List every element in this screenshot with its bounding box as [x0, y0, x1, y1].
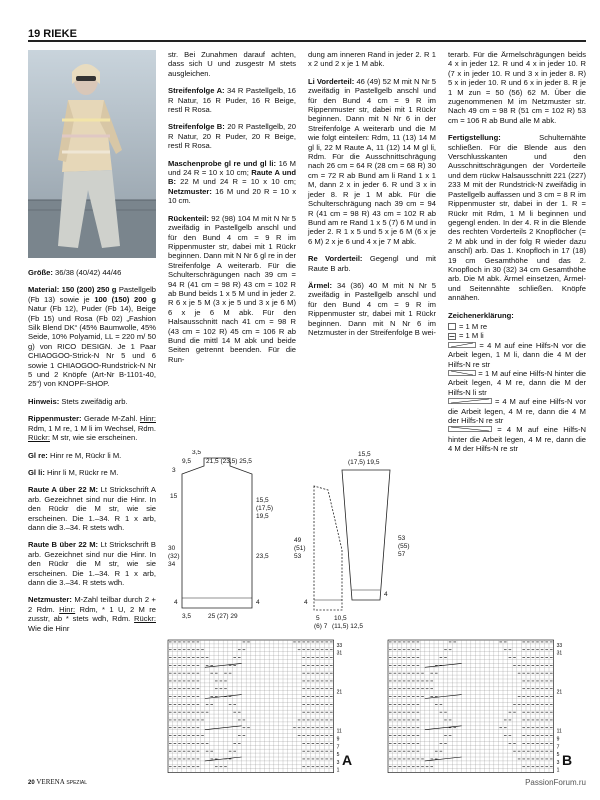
back-top-a: 3,5 [192, 450, 202, 456]
legend-cable-2: = 1 M auf eine Hilfs-N hinter die Arbeit legen, 4 M re, dann die M der Hilfs-N li str [448, 369, 586, 397]
chart-grid [388, 640, 554, 773]
cable-right-8-icon [448, 426, 492, 432]
sleeve-r3: 57 [398, 551, 406, 558]
chart-a-label: A [342, 752, 353, 768]
back-label: Rückenteil: [168, 213, 209, 223]
chart-row-label: 7 [556, 744, 560, 751]
front-bot-c: 10,5 [334, 615, 347, 622]
right-front-text: Gegengl und mit Raute B arb. [308, 254, 436, 273]
material-text-1: Pastellgelb (Fb 13) sowie je [28, 285, 156, 304]
back-bottom-b: 25 (27) 29 [208, 613, 238, 620]
legend-item-purl: = 1 M li [448, 331, 586, 340]
chart-row-label: 11 [336, 728, 342, 735]
knitting-chart-b [386, 638, 586, 774]
gauge-label: Maschenprobe gl re und gl li: [168, 158, 276, 168]
stockinette-text: Hinr re M, Rückr li M. [49, 450, 122, 460]
purl-symbol-icon [448, 333, 456, 340]
front-bot-b: (6) 7 [314, 623, 328, 630]
sleeve-r2: (55) [398, 543, 410, 550]
mesh-text-1: M-Zahl teilbar durch 2 + 2 Rdm. [28, 595, 156, 614]
mesh-hinr: Hinr: [59, 604, 76, 614]
back-right-4: 4 [256, 599, 260, 606]
watermark: PassionForum.ru [525, 778, 586, 787]
back-left-4: 4 [174, 599, 178, 606]
back-left-32: (32) [168, 553, 180, 560]
col3-para-1: dung am inneren Rand in jeder 2. R 1 x 2 und 2 x je 1 M abk. [308, 50, 436, 69]
back-right-2: (17,5) [256, 505, 273, 512]
stripe-b-text: 20 R Pastellgelb, 20 R Natur, 20 R Puder, 20 R Beige, restl R Rosa. [168, 122, 296, 151]
rib-hinr: Hinr: [139, 414, 156, 424]
back-bottom-a: 3,5 [182, 613, 192, 620]
sleeve-label: Ärmel: [308, 280, 333, 290]
page-number: 20 [28, 780, 35, 786]
reverse-stockinette-label: Gl li: [28, 467, 45, 477]
gauge-text-3: 16 M und 20 R = 10 x 10 cm. [168, 186, 296, 206]
pattern-title: 19 RIEKE [28, 28, 77, 40]
back-left-30: 30 [168, 545, 176, 552]
rib-text-2: Rdm, 1 M re, 1 M li im Wechsel, Rdm. [28, 423, 156, 433]
sleeve-top-2: (17,5) 19,5 [348, 459, 380, 466]
right-front-label: Re Vorderteil: [308, 254, 363, 264]
sleeve-text: 34 (36) 40 M mit N Nr 5 zweifädig in Pastellgelb anschl und für den Bund 4 cm = 9 R im Rippenmuster str, dabei mit 1 Rückr beginnen. Dann mit N Nr 6 im Netzmuster in der Streifenfolge B wei- [308, 280, 436, 337]
material-label: Material: 150 (200) 250 g [28, 285, 117, 295]
chart-row-label: 5 [336, 752, 340, 759]
material-text-2: Natur (Fb 12), Puder (Fb 14), Beige (Fb 15) und Rosa (Fb 02) „Fashion Silk Blend DK“ (45% Baumwolle, 45% Seide, 10% Polyamid, LL = 220 m/ 50 g) von RICO DESIGN. Je 1 Paar CHIAOGOO-Strick-N Nr 5 und 6 sowie 1 CHIAOGOO-Rundstrick-N Nr 5 und 2 Knöpfe (Art-Nr B-1101-40, 25“) von KNOPF-SHOP. [28, 304, 156, 389]
cable-left-purl-icon [448, 342, 476, 348]
back-right-1: 15,5 [256, 497, 269, 504]
mesh-rueckr: Rückr: [134, 614, 156, 624]
front-b4: 4 [304, 599, 308, 606]
chart-row-label: 21 [336, 689, 343, 696]
size-label: Größe: [28, 268, 53, 277]
chart-row-label: 1 [336, 767, 340, 774]
magazine-suffix: SPEZIAL [66, 780, 87, 786]
stockinette-label: Gl re: [28, 450, 48, 460]
chart-row-label: 7 [336, 744, 340, 751]
mesh-label: Netzmuster: [28, 595, 72, 605]
hint-text: Stets zweifädig arb. [61, 396, 128, 406]
diamond-a-label: Raute A über 22 M: [28, 485, 99, 495]
legend-cable-4: = 4 M auf eine Hilfs-N hinter die Arbeit legen, 4 M re, dann die 4 M der Hilfs-N re str [448, 425, 586, 454]
reverse-stockinette-text: Hinr li M, Rückr re M. [47, 467, 119, 477]
front-bot-d: (11,5) 12,5 [332, 623, 363, 630]
size-text: 36/38 (40/42) 44/46 [55, 268, 122, 277]
column-2 [168, 50, 296, 372]
back-schematic [168, 450, 273, 620]
chart-row-label: 21 [556, 689, 563, 696]
diamond-b-text: Lt Strickschrift B arb. Gezeichnet sind nur die Hinr. In den Rückr die M str, wie sie erscheinen. Die 1.–34. R 1 x arb, dann die 3.–34. R stets wdh. [28, 540, 156, 587]
stripe-a-label: Streifenfolge A: [168, 86, 225, 96]
back-text: 92 (98) 104 M mit N Nr 5 zweifädig in Pastellgelb anschl und für den Bund 4 cm = 9 R im Rippenmuster str, dabei mit 1 Rückr beginnen. Dann mit N Nr 6 gl re in der Streifenfolge A weiterarb. Für die Schulterschrägungen nach 39 cm = 94 R (41 cm = 98 R) 43 cm = 102 R ab Bund beids 1 x 5 M und in jeder 2. R 6 x je 5 M (3 x je 5 und 3 x je 6 M) 6 x je 6 M abk. Für den Halsausschnitt nach 41 cm = 98 R (43 cm = 102 R) 45 cm = 106 R ab Bund die mittl 14 M abk und beide Seiten getrennt beenden. Für die Run- [168, 213, 296, 364]
back-right-23: 23,5 [256, 553, 269, 560]
col2-para-1: str. Bei Zunahmen darauf achten, dass sich U und zusgestr M stets ausgleichen. [168, 50, 296, 78]
rib-text-1: Gerade M-Zahl. [84, 414, 138, 424]
hint-label: Hinweis: [28, 396, 60, 406]
cable-right-purl-icon [448, 370, 476, 376]
diamond-b-label: Raute B über 22 M: [28, 540, 99, 550]
stripe-a-text: 34 R Pastellgelb, 16 R Natur, 16 R Puder, 16 R Beige, restl R Rosa. [168, 86, 296, 115]
col4-para-1: terarb. Für die Ärmelschrägungen beids 4 x in jeder 12. R und 4 x in jeder 10. R (7 x in jeder 10. R und 3 x in jeder 8. R) 5 x in jeder 10. R und 6 x in jeder 8. R je 1 M zun = 50 (56) 62 M. Über die zugenommenen M im Netzmuster str. Nach 49 cm = 98 R (51 cm = 102 R) 53 cm = 106 R ab Bund alle M abk. [448, 50, 586, 125]
back-left-34: 34 [168, 561, 176, 568]
gauge-text-2: 22 M und 24 R = 10 x 10 cm; [180, 177, 296, 187]
front-bot-a: 5 [316, 615, 320, 622]
gauge-text-1: 16 M und 24 R = 10 x 10 cm; [168, 158, 296, 178]
chart-row-label: 11 [556, 728, 562, 735]
back-top-c: 21,5 (23,5) 25,5 [206, 458, 252, 465]
chart-row-label: 31 [556, 650, 563, 657]
chart-row-label: 5 [556, 752, 560, 759]
page-footer [28, 778, 87, 786]
chart-row-label: 9 [336, 736, 340, 743]
legend-cable-1: = 4 M auf eine Hilfs-N vor die Arbeit legen, 1 M li, dann die 4 M der Hilfs-N re str [448, 340, 586, 369]
sleeve-schematic [342, 451, 410, 600]
column-3 [308, 50, 436, 345]
back-left-3: 3 [172, 467, 176, 474]
chart-b-label: B [562, 752, 573, 768]
legend-item-knit: = 1 M re [448, 322, 586, 331]
finishing-text: Schulternähte schließen. Für die Blende aus den Verschlusskanten und den Ausschnittschrägungen der Vorderteile und dem rückw Halsausschnitt 221 (227) 233 M mit der Rundstrick-N zweifädig in Pastellgelb auffassen und 3 cm = 8 R im Rippenmuster str, dabei in der 1. R = Rückr mit Rdm, 1 M li beginnen und gegengl enden. In der 4. R in die Blende des rechten Vorderteils 2 Knopflöcher (= 2 M abk und in der folg R wieder dazu anschl) arb. Das 1. Knopfloch in 17 (18) 19 cm Gesamthöhe und das 2. Knopfloch in 30 (32) 34 cm Gesamthöhe arb. Die M abk. Ärmel einsetzen, Ärmel- und Seitennähte schließen. Knöpfe annähen. [448, 133, 586, 303]
garment-schematics [166, 450, 436, 630]
material-bold-2: 100 (150) 200 g [94, 294, 156, 304]
chart-row-label: 1 [556, 767, 560, 774]
chart-row-label: 31 [336, 650, 343, 657]
finishing-label: Fertigstellung: [448, 133, 501, 143]
model-photo [28, 50, 156, 258]
chart-row-label: 9 [556, 736, 560, 743]
magazine-brand: VERENA [36, 778, 65, 786]
chart-row-label: 33 [336, 642, 343, 649]
front-h2: (51) [294, 545, 306, 552]
back-right-3: 19,5 [256, 513, 269, 520]
chart-grid [168, 640, 334, 773]
rib-label: Rippenmuster: [28, 414, 82, 424]
rib-rueckr: Rückr: [28, 433, 50, 443]
back-top-b: 9,5 [182, 458, 192, 465]
sleeve-top-1: 15,5 [358, 451, 371, 458]
chart-row-label: 33 [556, 642, 563, 649]
mesh-text-3: Wie die Hinr [28, 623, 70, 633]
back-left-15: 15 [170, 493, 178, 500]
front-h1: 49 [294, 537, 302, 544]
sleeve-r1: 53 [398, 535, 406, 542]
mesh-text-2: Rdm, * 1 U, 2 M re zusstr, ab * stets wdh, Rdm. [28, 604, 156, 624]
chart-row-label: 3 [336, 759, 340, 766]
column-1 [28, 268, 156, 641]
knitting-chart-a [166, 638, 366, 774]
chart-row-label: 3 [556, 759, 560, 766]
stripe-b-label: Streifenfolge B: [168, 122, 225, 132]
left-front-label: Li Vorderteil: [308, 76, 355, 86]
gauge-label-3: Netzmuster: [168, 186, 212, 196]
diamond-a-text: Lt Strickschrift A arb. Gezeichnet sind nur die Hinr. In den Rückr die M str, wie sie erscheinen. Die 1.–34. R 1 x arb, dann die 3.–34. R stets wdh. [28, 485, 156, 532]
left-front-text: 46 (49) 52 M mit N Nr 5 zweifädig in Pastellgelb anschl und für den Bund 4 cm = 9 R im Rippenmuster str, dabei mit 1 Rückr beginnen. Dann mit N Nr 6 in der Streifenfolge A weiterarb und die M wie folgt einteilen: Rdm, 11 (13) 14 M gl li, 22 M Raute A, 11 (12) 14 M gl li, Rdm. Für die Ausschnittschrägung nach 26 cm = 64 R (28 cm = 68 R) 30 cm = 72 R ab Bund am li Rand 1 x 1 M, dann 2 x in jeder 6. R und 3 x in jeder 8. R je 1 M abk. Für die Schulterschrägung nach 39 cm = 94 R (41 cm = 98 R) 43 cm = 102 R ab Bund am re Rand 1 x 5 (7) 6 M und in jeder 2. R 1 x 5 und 5 x je 6 M (6 x je 6 M) 2 x je 6 und 4 x je 7 M abk. [308, 76, 436, 246]
legend-label: Zeichenerklärung: [448, 310, 514, 320]
knit-symbol-icon [448, 323, 456, 330]
sleeve-b4: 4 [384, 591, 388, 598]
gauge-label-2: Raute A und B: [168, 168, 296, 187]
front-h3: 53 [294, 553, 302, 560]
legend-cable-3: = 4 M auf eine Hilfs-N vor die Arbeit legen, 4 M re, dann die 4 M der Hilfs-N re str [448, 397, 586, 426]
rib-text-3: M str, wie sie erscheinen. [52, 433, 138, 443]
model-illustration [28, 50, 156, 258]
cable-left-8-icon [448, 398, 492, 404]
column-4 [448, 50, 586, 454]
page-header [28, 28, 586, 42]
